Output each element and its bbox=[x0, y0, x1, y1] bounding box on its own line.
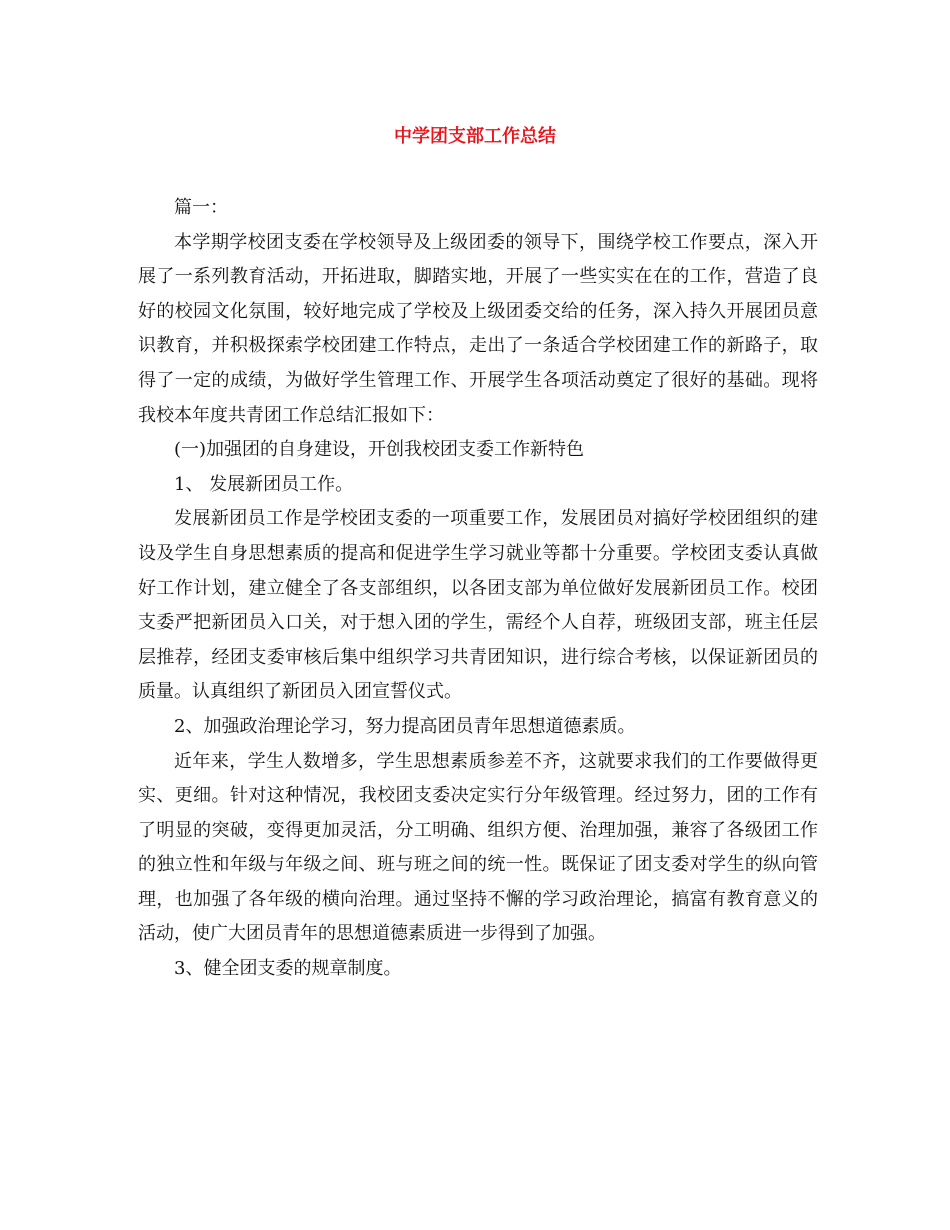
paragraph-new-members: 发展新团员工作是学校团支委的一项重要工作，发展团员对搞好学校团组织的建设及学生自身思想素质的提高和促进学生学习就业等都十分重要。学校团支委认真做好工作计划，建立健全了各支部组织，以各团支部为单位做好发展新团员工作。校团支委严把新团员入口关，对于想入团的学生，需经个人自荐，班级团支部，班主任层层推荐，经团支委审核后集中组织学习共青团知识，进行综合考核，以保证新团员的质量。认真组织了新团员入团宣誓仪式。 bbox=[138, 508, 818, 703]
subheading-1: 1、 发展新团员工作。 bbox=[174, 473, 354, 495]
section-heading-1: (一)加强团的自身建设，开创我校团支委工作新特色 bbox=[174, 439, 585, 461]
document-body bbox=[138, 191, 818, 987]
intro-paragraph: 本学期学校团支委在学校领导及上级团委的领导下，围绕学校工作要点，深入开展了一系列教育活动，开拓进取，脚踏实地，开展了一些实实在在的工作，营造了良好的校园文化氛围，较好地完成了学校及上级团委交给的任务，深入持久开展团员意识教育，并积极探索学校团建工作特点，走出了一条适合学校团建工作的新路子，取得了一定的成绩，为做好学生管理工作、开展学生各项活动奠定了很好的基础。现将我校本年度共青团工作总结汇报如下： bbox=[138, 231, 818, 426]
subheading-2: 2、加强政治理论学习，努力提高团员青年思想道德素质。 bbox=[174, 715, 636, 737]
subheading-3: 3、健全团支委的规章制度。 bbox=[174, 958, 402, 980]
document-title: 中学团支部工作总结 bbox=[394, 126, 556, 147]
paragraph-political-study: 近年来，学生人数增多，学生思想素质参差不齐，这就要求我们的工作要做得更实、更细。针对这种情况，我校团支委决定实行分年级管理。经过努力，团的工作有了明显的突破，变得更加灵活，分工明确、组织方便、治理加强，兼容了各级团工作的独立性和年级与年级之间、班与班之间的统一性。既保证了团支委对学生的纵向管理，也加强了各年级的横向治理。通过坚持不懈的学习政治理论，搞富有教育意义的活动，使广大团员青年的思想道德素质进一步得到了加强。 bbox=[138, 750, 818, 945]
section-heading-part-one: 篇一： bbox=[174, 197, 228, 218]
